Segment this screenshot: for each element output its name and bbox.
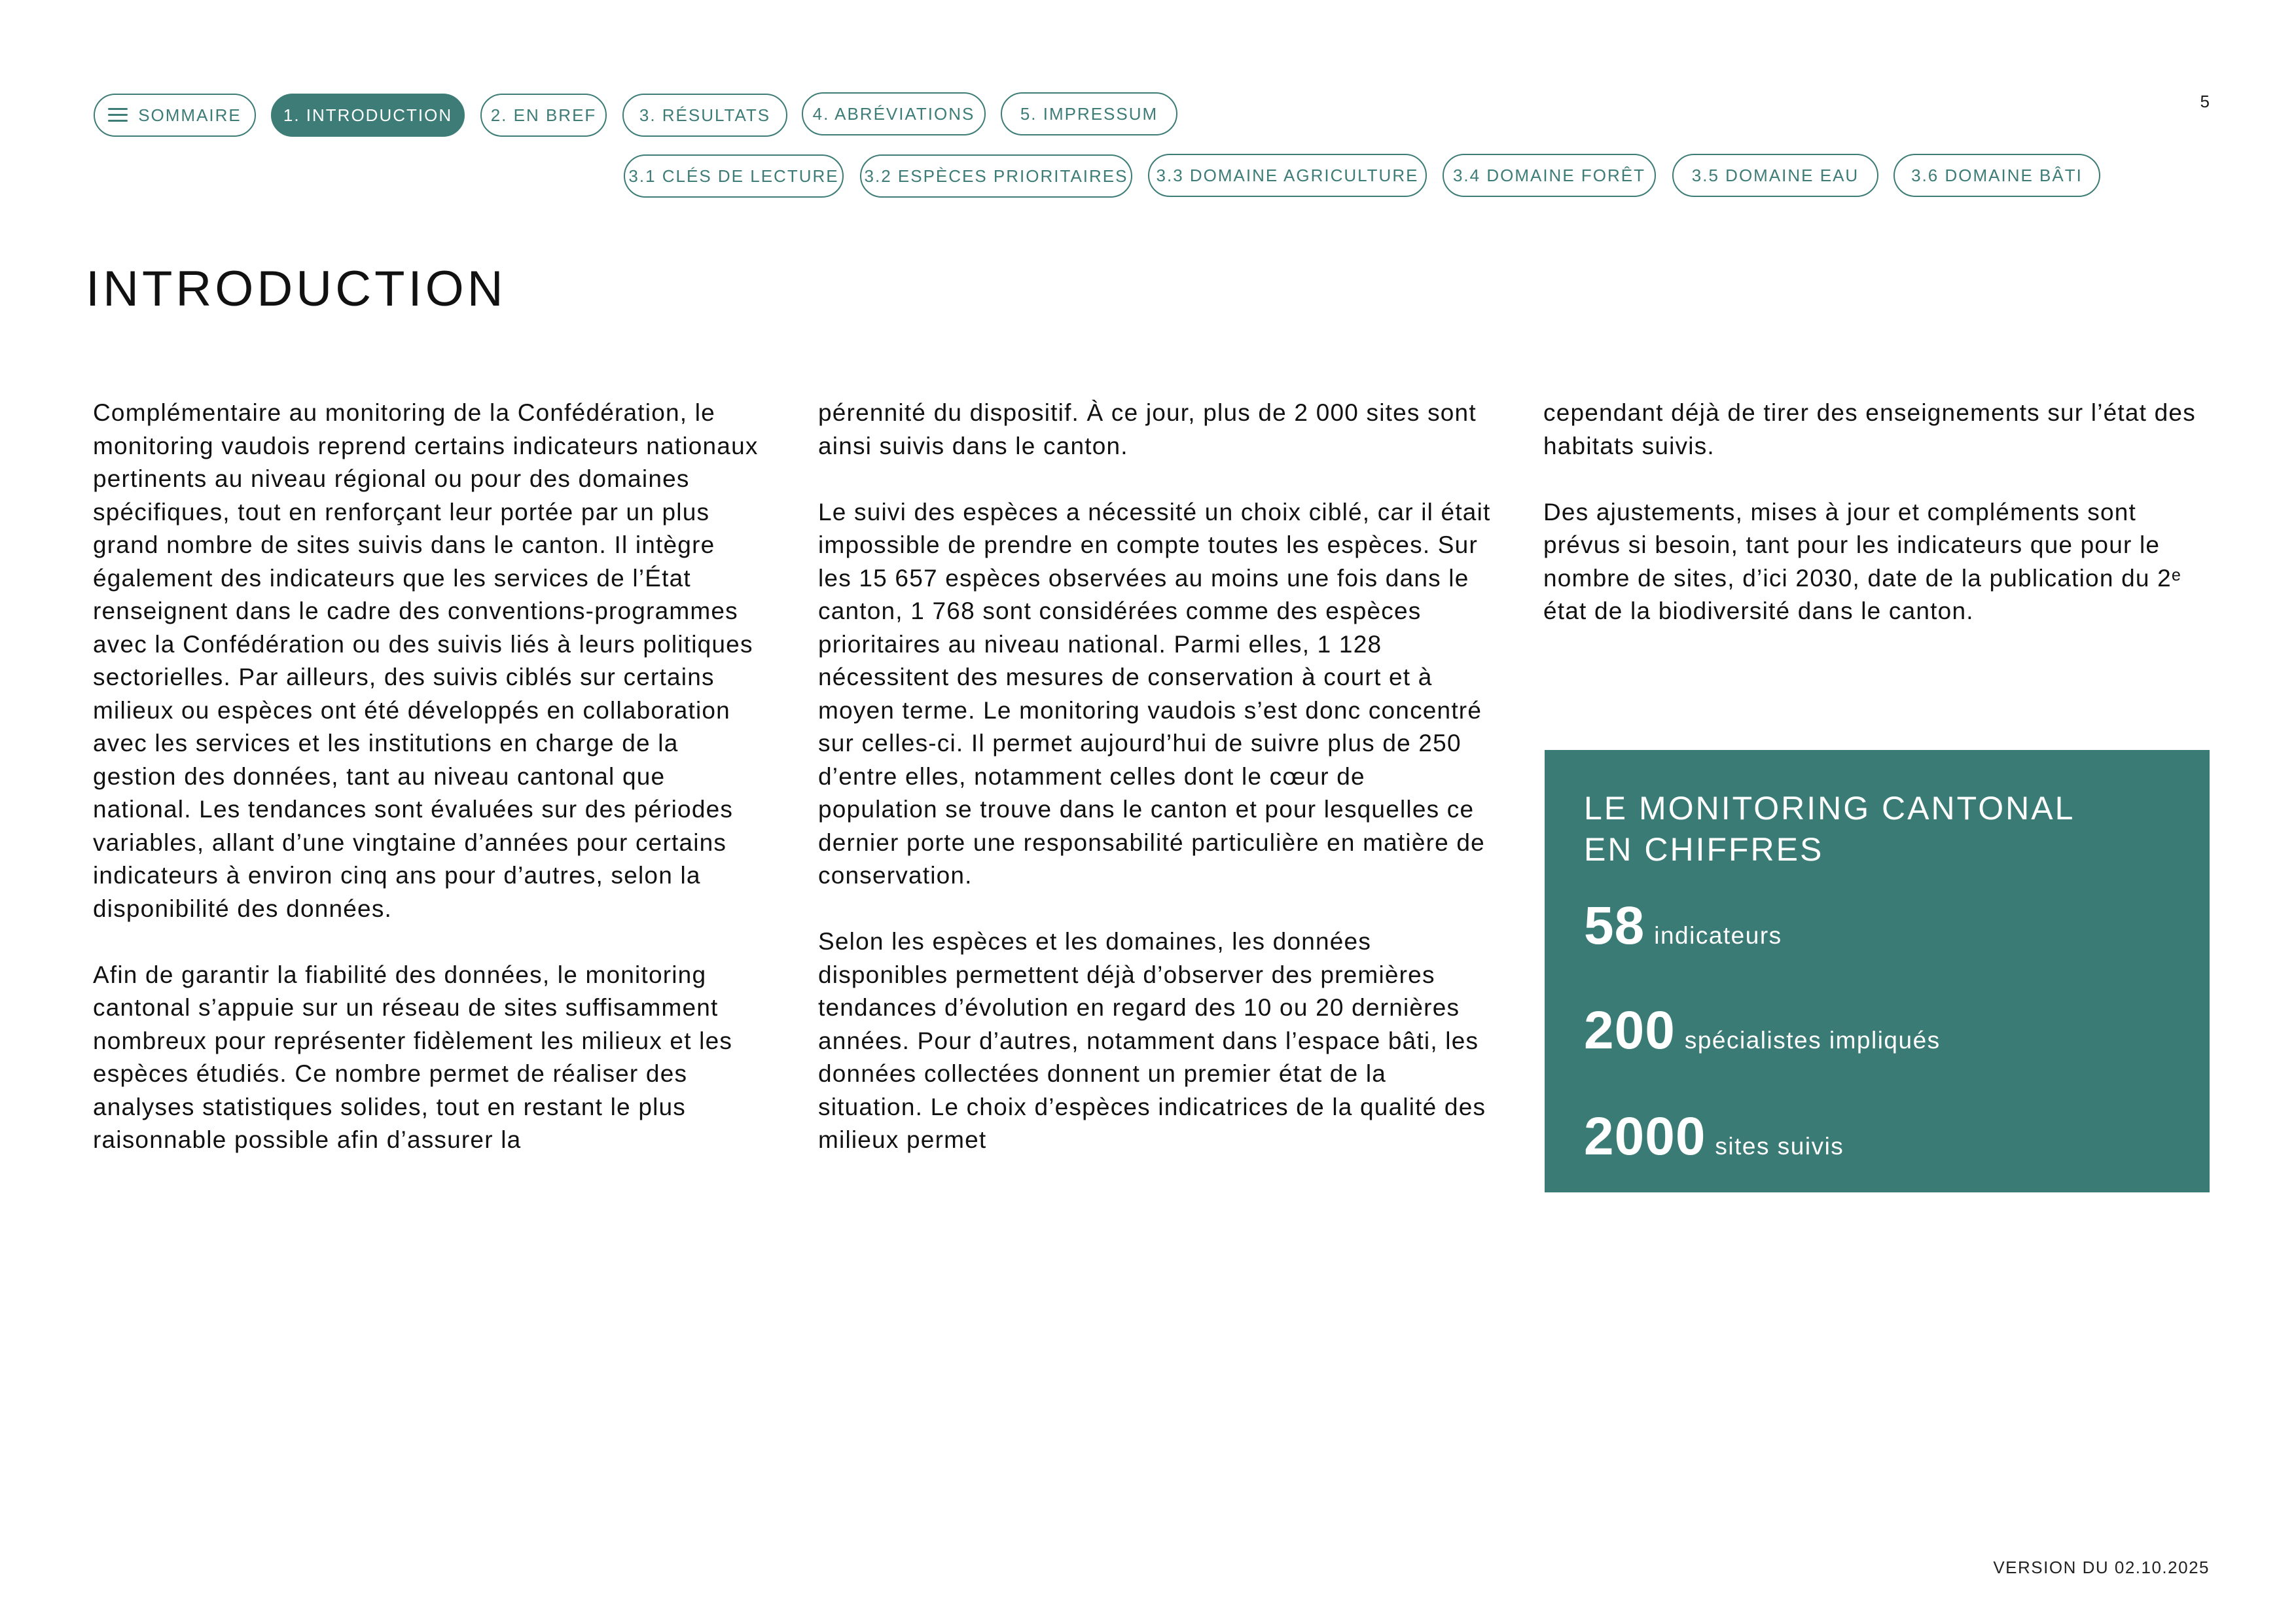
stat-label: spécialistes impliqués bbox=[1684, 1027, 1941, 1054]
paragraph: Des ajustements, mises à jour et compléments sont prévus si besoin, tant pour les indicateurs que pour le nombre de sites, d’ici 2030, date de la publication du 2ᵉ état de la biodiversité dans le canton. bbox=[1543, 498, 2181, 624]
nav-label: SOMMAIRE bbox=[138, 105, 242, 125]
stat-label: sites suivis bbox=[1715, 1133, 1844, 1160]
nav-domaine-foret-button[interactable] bbox=[1443, 154, 1656, 197]
nav-abreviations-button[interactable] bbox=[802, 92, 986, 135]
paragraph: Selon les espèces et les domaines, les données disponibles permettent déjà d’observer des premières tendances d’évolution en regard des 10 ou 20 dernières années. Pour d’autres, notamment dans l’espace bâti, les données collectées donnent un premier état de la situation. Le choix d’espèces indicatrices de la qualité des milieux permet bbox=[818, 928, 1486, 1153]
nav-resultats-button[interactable] bbox=[622, 94, 787, 137]
nav-label: 3.4 DOMAINE FORÊT bbox=[1452, 165, 1646, 185]
stat-number: 2000 bbox=[1584, 1107, 1706, 1166]
nav-domaine-bati-button[interactable] bbox=[1893, 154, 2100, 197]
paragraph: Afin de garantir la fiabilité des données, le monitoring cantonal s’appuie sur un réseau de sites suffisamment nombreux pour représenter fidèlement les milieux et les espèces étudiés. Ce nombre permet de réaliser des analyses statistiques solides, tout en restant le plus raisonnable possible afin d’assurer la bbox=[93, 961, 733, 1153]
key-figures-title bbox=[1584, 788, 2170, 870]
paragraph: Complémentaire au monitoring de la Confédération, le monitoring vaudois reprend certains indicateurs nationaux pertinents au niveau régional ou pour des domaines spécifiques, tout en renforçant leur portée par un plus grand nombre de sites suivis dans le canton. Il intègre également des indicateurs que les services de l’État renseignent dans le cadre des conventions-programmes avec la Confédération ou des suivis liés à leurs politiques sectorielles. Par ailleurs, des suivis ciblés sur certains milieux ou espèces ont été développés en collaboration avec les services et les institutions en charge de la gestion des données, tant au niveau cantonal que national. Les tendances sont évaluées sur des périodes variables, allant d’une vingtaine d’années pour certains indicateurs à environ cinq ans pour d’autres, selon la disponibilité des données. bbox=[93, 399, 759, 922]
nav-label: 3.2 ESPÈCES PRIORITAIRES bbox=[864, 166, 1128, 186]
nav-label: 3.6 DOMAINE BÂTI bbox=[1911, 165, 2083, 185]
key-figures-title-line2: EN CHIFFRES bbox=[1584, 831, 1824, 868]
nav-label: 3.1 CLÉS DE LECTURE bbox=[628, 166, 839, 186]
stat-label: indicateurs bbox=[1654, 922, 1782, 949]
page-title: INTRODUCTION bbox=[86, 261, 507, 317]
stat-number: 200 bbox=[1584, 1001, 1676, 1060]
nav-en-bref-button[interactable] bbox=[480, 94, 607, 137]
nav-label: 3.5 DOMAINE EAU bbox=[1691, 165, 1859, 185]
nav-introduction-button[interactable] bbox=[271, 94, 465, 137]
nav-impressum-button[interactable] bbox=[1001, 92, 1177, 135]
nav-domaine-agriculture-button[interactable] bbox=[1148, 154, 1427, 197]
paragraph: pérennité du dispositif. À ce jour, plus de 2 000 sites sont ainsi suivis dans le canton. bbox=[818, 399, 1477, 459]
navigation-bar bbox=[0, 0, 2296, 209]
stat-indicateurs bbox=[1584, 895, 1782, 957]
nav-especes-prioritaires-button[interactable] bbox=[860, 154, 1132, 198]
stat-specialistes bbox=[1584, 1000, 1941, 1061]
nav-sommaire-button[interactable] bbox=[94, 94, 256, 137]
key-figures-title-line1: LE MONITORING CANTONAL bbox=[1584, 790, 2075, 827]
stat-number: 58 bbox=[1584, 896, 1645, 955]
nav-domaine-eau-button[interactable] bbox=[1672, 154, 1878, 197]
nav-label: 2. EN BREF bbox=[490, 105, 597, 125]
nav-label: 1. INTRODUCTION bbox=[283, 105, 453, 125]
text-column-2 bbox=[818, 397, 1492, 1190]
text-column-1 bbox=[93, 397, 767, 1190]
paragraph: cependant déjà de tirer des enseignements sur l’état des habitats suivis. bbox=[1543, 399, 2196, 459]
nav-label: 3. RÉSULTATS bbox=[639, 105, 771, 125]
paragraph: Le suivi des espèces a nécessité un choix ciblé, car il était impossible de prendre en compte toutes les espèces. Sur les 15 657 espèces observées au moins une fois dans le canton, 1 768 sont considérées comme des espèces prioritaires au niveau national. Parmi elles, 1 128 nécessitent des mesures de conservation à court et à moyen terme. Le monitoring vaudois s’est donc concentré sur celles-ci. Il permet aujourd’hui de suivre plus de 250 d’entre elles, notamment celles dont le cœur de population se trouve dans le canton et pour lesquelles ce dernier porte une responsabilité particulière en matière de conservation. bbox=[818, 498, 1491, 889]
nav-label: 3.3 DOMAINE AGRICULTURE bbox=[1156, 165, 1419, 185]
menu-icon bbox=[108, 108, 128, 122]
text-column-3 bbox=[1543, 397, 2217, 661]
nav-cles-de-lecture-button[interactable] bbox=[624, 154, 844, 198]
stat-sites bbox=[1584, 1106, 1844, 1168]
nav-label: 4. ABRÉVIATIONS bbox=[812, 103, 975, 124]
nav-label: 5. IMPRESSUM bbox=[1020, 103, 1158, 124]
key-figures-box bbox=[1545, 750, 2210, 1192]
version-label: VERSION DU 02.10.2025 bbox=[1993, 1558, 2210, 1577]
page-number: 5 bbox=[2200, 92, 2210, 111]
